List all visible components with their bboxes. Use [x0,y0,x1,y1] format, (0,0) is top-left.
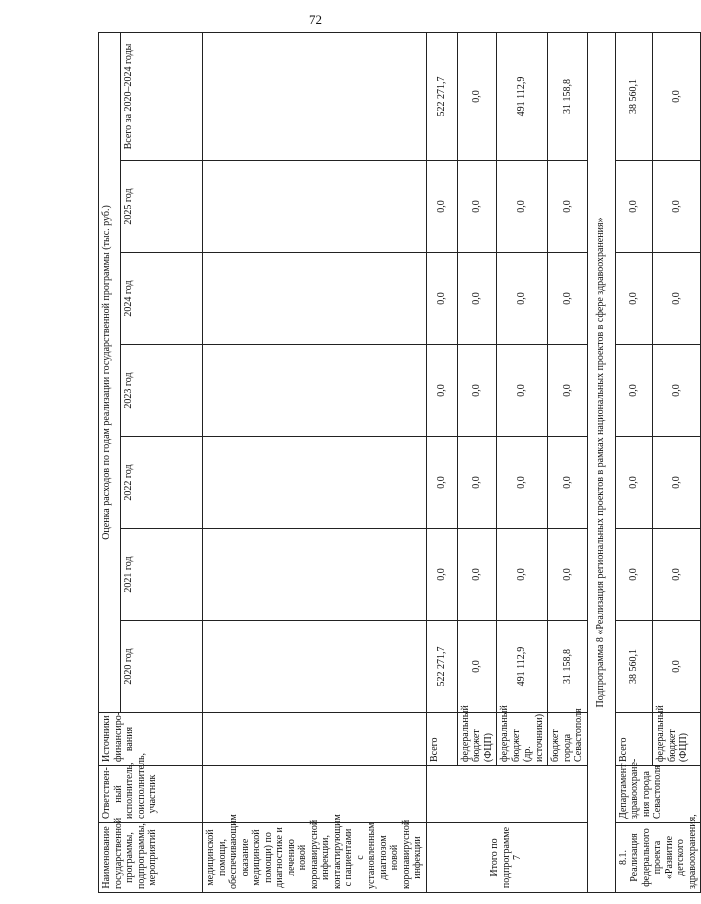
header-row-top [99,32,121,892]
source-cell: бюджет города Севастополя [548,713,588,766]
value-cell: 0,0 [653,161,701,253]
value-cell: 522 271,7 [426,32,457,160]
value-cell: 0,0 [457,253,497,345]
value-cell: 0,0 [426,253,457,345]
span-title-header: Оценка расходов по годам реализации государственной программы (тыс. руб.) [99,32,121,712]
year-header: 2020 год [121,621,203,713]
value-cell: 0,0 [426,529,457,621]
source-cell: Всего [426,713,457,766]
value-cell: 0,0 [548,529,588,621]
value-cell: 0,0 [497,345,548,437]
col-source-header: Источники финансиро-вания [99,713,203,766]
value-cell: 0,0 [548,253,588,345]
value-cell: 0,0 [457,529,497,621]
value-cell: 0,0 [653,32,701,160]
value-cell: 0,0 [548,161,588,253]
value-cell: 0,0 [653,437,701,529]
page-number: 72 [309,12,322,27]
empty-cell [203,437,427,529]
value-cell: 491 112,9 [497,32,548,160]
subprogram-heading-row [587,32,615,892]
table-row [653,32,701,892]
year-header: 2025 год [121,161,203,253]
table-row [426,32,457,892]
value-cell: 0,0 [497,161,548,253]
empty-cell [203,32,427,160]
source-cell: федеральный бюджет (ФЦП) [457,713,497,766]
empty-cell [203,345,427,437]
value-cell: 522 271,7 [426,621,457,713]
year-header: 2024 год [121,253,203,345]
empty-cell [426,766,587,823]
value-cell: 0,0 [426,437,457,529]
value-cell: 0,0 [457,161,497,253]
empty-cell [203,161,427,253]
subprogram8-title: Подпрограмма 8 «Реализация региональных проектов в рамках национальных проектов в сфере здравоохранения» [587,32,615,892]
value-cell: 0,0 [653,345,701,437]
empty-cell [203,253,427,345]
budget-table [98,32,701,893]
value-cell: 0,0 [653,529,701,621]
value-cell: 0,0 [497,253,548,345]
value-cell: 0,0 [548,437,588,529]
year-header: 2021 год [121,529,203,621]
value-cell: 0,0 [548,345,588,437]
value-cell: 491 112,9 [497,621,548,713]
year-header: 2023 год [121,345,203,437]
value-cell: 0,0 [615,345,653,437]
year-header: 2022 год [121,437,203,529]
source-cell: федеральный бюджет (др. источники) [497,713,548,766]
empty-cell [203,529,427,621]
value-cell: 0,0 [497,437,548,529]
value-cell: 38 560,1 [615,621,653,713]
event-description: медицинской помощи, обеспечивающим оказание медицинской помощи) по диагностике и лечению новой коронавирусной инфекции, контактирующим с пациентами с установленным диагнозом новой коронавирусной инфекции [203,823,427,893]
source-cell: федеральный бюджет (ФЦП) [653,713,701,766]
rotated-table-wrapper [98,33,698,893]
table-row [457,32,497,892]
table-row [497,32,548,892]
value-cell: 0,0 [653,621,701,713]
source-cell: Всего [615,713,653,766]
value-cell: 0,0 [457,32,497,160]
empty-cell [203,621,427,713]
value-cell: 38 560,1 [615,32,653,160]
value-cell: 0,0 [457,437,497,529]
col-name-header: Наименование государственной программы, подпрограммы, мероприятий [99,823,203,893]
empty-cell [203,713,427,766]
value-cell: 0,0 [615,161,653,253]
item81-executor: Департамент здравоохране-ния города Севастополя [615,766,701,823]
table-row [615,32,653,892]
value-cell: 0,0 [653,253,701,345]
total-program7-label: Итого по подпрограмме 7 [426,823,587,893]
value-cell: 0,0 [615,437,653,529]
value-cell: 0,0 [615,253,653,345]
value-cell: 0,0 [426,345,457,437]
value-cell: 0,0 [497,529,548,621]
item81-name: 8.1. Реализация федерального проекта «Развитие детского здравоохранения, [615,823,701,893]
total-header: Всего за 2020–2024 годы [121,32,203,160]
event-description-row [203,32,427,892]
value-cell: 0,0 [457,621,497,713]
value-cell: 0,0 [615,529,653,621]
value-cell: 0,0 [457,345,497,437]
value-cell: 31 158,8 [548,32,588,160]
col-executor-header: Ответствен-ный исполнитель, соисполнитель, участник [99,766,203,823]
table-row [548,32,588,892]
value-cell: 31 158,8 [548,621,588,713]
value-cell: 0,0 [426,161,457,253]
